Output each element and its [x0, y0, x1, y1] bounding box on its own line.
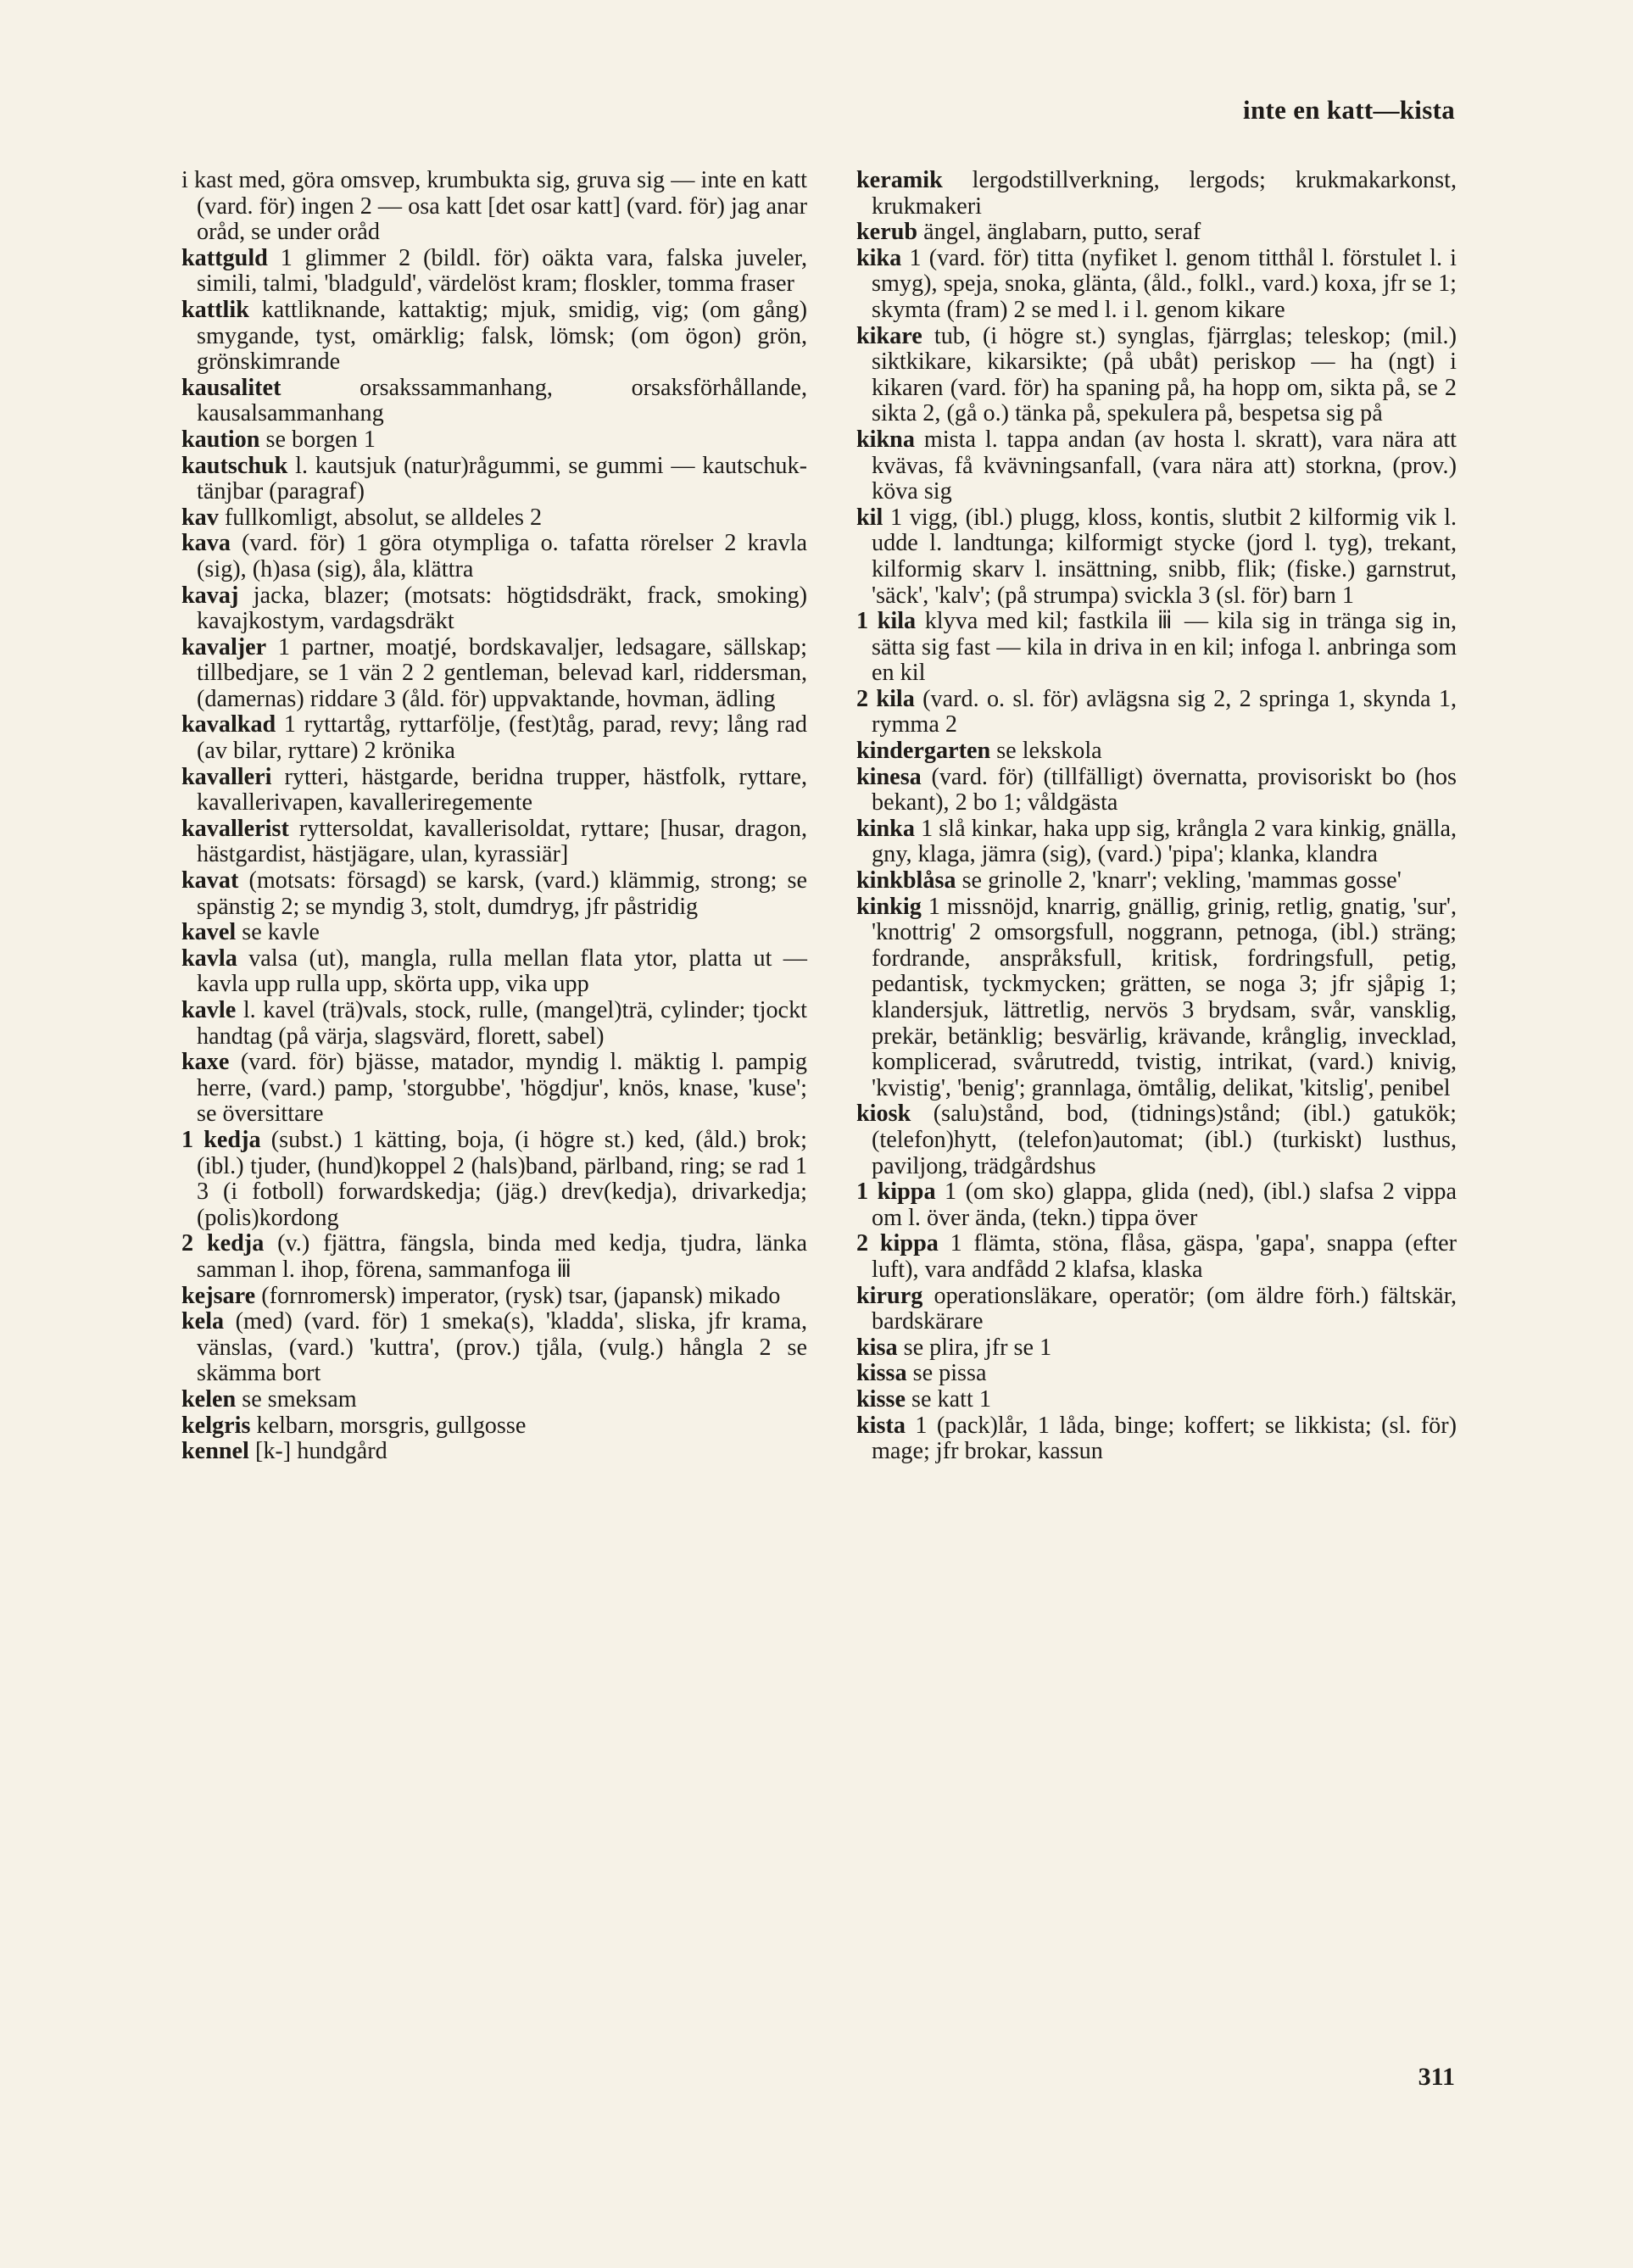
dictionary-entry: kav fullkomligt, absolut, se alldeles 2 [181, 504, 543, 531]
dictionary-entry: kattlik kattliknande, kattaktig; mjuk, smidig, vig; (om gång) smygande, tyst, omärklig; falsk, lömsk; (om ögon) grön, grönskimrande [181, 296, 807, 376]
dictionary-entry: kissa se pissa [856, 1360, 987, 1387]
dictionary-entry: kautschuk l. kautsjuk (natur)rågummi, se gummi — kautschuk- tänjbar (paragraf) [181, 452, 807, 505]
page-number: 311 [1418, 2063, 1455, 2091]
dictionary-entry: kela (med) (vard. för) 1 smeka(s), 'kladda', sliska, jfr krama, vänslas, (vard.) 'kuttra', (prov.) tjåla, (vulg.) hångla 2 se skämma bort [181, 1308, 807, 1387]
dictionary-entry: kavaljer 1 partner, moatjé, bordskavaljer, ledsagare, sällskap; tillbedjare, se 1 vän 2 2 gentleman, belevad karl, riddersman, (damernas) riddare 3 (åld. för) uppvaktande, hovman, ädling [181, 633, 807, 712]
running-head: inte en katt—kista [1243, 95, 1455, 125]
dictionary-entry: 1 kila klyva med kil; fastkila ⅲ — kila sig in tränga sig in, sätta sig fast — kila in driva in en kil; infoga l. anbringa som en kil [856, 608, 1457, 687]
dictionary-entry: kavalleri rytteri, hästgarde, beridna trupper, hästfolk, ryttare, kavallerivapen, kavalleriregemente [181, 763, 807, 816]
dictionary-entry: kikna mista l. tappa andan (av hosta l. skratt), vara nära att kvävas, få kvävningsanfall, (vara nära att) storkna, (prov.) köva sig [856, 426, 1457, 505]
dictionary-entry: kausalitet orsakssammanhang, orsaksförhållande, kausalsammanhang [181, 374, 807, 427]
dictionary-entry: i kast med, göra omsvep, krumbukta sig, gruva sig — inte en katt (vard. för) ingen 2 — osa katt [det osar katt] (vard. för) jag anar oråd, se under oråd [181, 167, 807, 246]
dictionary-entry: kirurg operationsläkare, operatör; (om äldre förh.) fältskär, bardskärare [856, 1282, 1457, 1335]
dictionary-entry: kinesa (vard. för) (tillfälligt) övernatta, provisoriskt bo (hos bekant), 2 bo 1; våldgästa [856, 763, 1457, 816]
dictionary-entry: kejsare (fornromersk) imperator, (rysk) tsar, (japansk) mikado [181, 1282, 781, 1309]
dictionary-entry: kennel [k-] hundgård [181, 1438, 387, 1465]
dictionary-entry: 2 kila (vard. o. sl. för) avlägsna sig 2, 2 springa 1, skynda 1, rymma 2 [856, 685, 1457, 738]
dictionary-entry: kattguld 1 glimmer 2 (bildl. för) oäkta vara, falska juveler, simili, talmi, 'bladguld', värdelöst kram; floskler, tomma fraser [181, 244, 807, 298]
dictionary-entry: kavallerist ryttersoldat, kavallerisoldat, ryttare; [husar, dragon, hästgardist, hästjägare, ulan, kyrassiär] [181, 815, 807, 868]
dictionary-entry: kinka 1 slå kinkar, haka upp sig, krångla 2 vara kinkig, gnälla, gny, klaga, jämra (sig), (vard.) 'pipa'; klanka, klandra [856, 815, 1457, 868]
dictionary-entry: kikare tub, (i högre st.) synglas, fjärrglas; teleskop; (mil.) siktkikare, kikarsikte; (på ubåt) periskop — ha (ngt) i kikaren (vard. för) ha spaning på, ha hopp om, sikta på, se 2 sikta 2, (gå o.) tänka på, spekulera på, bespetsa sig på [856, 322, 1457, 427]
dictionary-entry: kil 1 vigg, (ibl.) plugg, kloss, kontis, slutbit 2 kilformig vik l. udde l. landtunga; kilformigt stycke (jord l. tyg), trekant, kilformig skarv l. insättning, snibb, flik; (fiske.) garnstrut, 'säck', 'kalv'; (på strumpa) svickla 3 (sl. för) barn 1 [856, 504, 1457, 609]
dictionary-entry: kavaj jacka, blazer; (motsats: högtidsdräkt, frack, smoking) kavajkostym, vardagsdräkt [181, 582, 807, 635]
dictionary-entry: 1 kippa 1 (om sko) glappa, glida (ned), (ibl.) slafsa 2 vippa om l. över ända, (tekn.) tippa över [856, 1179, 1457, 1231]
dictionary-entry: kisa se plira, jfr se 1 [856, 1334, 1052, 1361]
dictionary-entry: kinkblåsa se grinolle 2, 'knarr'; vekling, 'mammas gosse' [856, 867, 1402, 894]
left-column [181, 168, 807, 1465]
dictionary-entry: kista 1 (pack)lår, 1 låda, binge; koffert; se likkista; (sl. för) mage; jfr brokar, kassun [856, 1412, 1457, 1465]
dictionary-entry: kavla valsa (ut), mangla, rulla mellan flata ytor, platta ut — kavla upp rulla upp, skörta upp, vika upp [181, 945, 807, 998]
dictionary-entry: kika 1 (vard. för) titta (nyfiket l. genom titthål l. förstulet l. i smyg), speja, snoka, glänta, (åld., folkl., vard.) koxa, jfr se 1; skymta (fram) 2 se med l. i l. genom kikare [856, 244, 1457, 323]
dictionary-entry: kavalkad 1 ryttartåg, ryttarfölje, (fest)tåg, parad, revy; lång rad (av bilar, ryttare) 2 krönika [181, 711, 807, 765]
dictionary-entry: 1 kedja (subst.) 1 kätting, boja, (i högre st.) ked, (åld.) brok; (ibl.) tjuder, (hund)koppel 2 (hals)band, pärlband, ring; se rad 1 3 (i fotboll) forwardskedja; (jäg.) drev(kedja), drivarkedja; (polis)kordong [181, 1126, 807, 1231]
dictionary-entry: kiosk (salu)stånd, bod, (tidnings)stånd; (ibl.) gatukök; (telefon)hytt, (telefon)automat; (ibl.) (turkiskt) lusthus, paviljong, trädgårdshus [856, 1101, 1457, 1179]
dictionary-entry: kelen se smeksam [181, 1385, 357, 1413]
dictionary-entry: 2 kedja (v.) fjättra, fängsla, binda med kedja, tjudra, länka samman l. ihop, förena, sammanfoga ⅲ [181, 1230, 807, 1283]
dictionary-entry: keramik lergodstillverkning, lergods; krukmakarkonst, krukmakeri [856, 167, 1457, 220]
dictionary-entry: kisse se katt 1 [856, 1385, 991, 1413]
dictionary-entry: kinkig 1 missnöjd, knarrig, gnällig, grinig, retlig, gnatig, 'sur', 'knottrig' 2 omsorgsfull, noggrann, petnoga, (ibl.) sträng; fordrande, anspråksfull, kritisk, fordringsfull, petig, pedantisk, tyckmycken; grätten, se noga 3; jfr sjåpig 1; klandersjuk, lättretlig, nervös 3 brydsam, svår, vansklig, prekär, betänklig; besvärlig, krävande, krånglig, invecklad, komplicerad, svårutredd, tvistig, intrikat, (vard.) knivig, 'kvistig', 'benig'; grannlaga, ömtålig, delikat, 'kitslig', penibel [856, 893, 1457, 1101]
dictionary-entry: kavel se kavle [181, 919, 320, 946]
dictionary-entry: kaution se borgen 1 [181, 426, 376, 453]
dictionary-entry: kaxe (vard. för) bjässe, matador, myndig l. mäktig l. pampig herre, (vard.) pamp, 'storgubbe', 'högdjur', knös, knase, 'kuse'; se översittare [181, 1049, 807, 1128]
dictionary-entry: kavle l. kavel (trä)vals, stock, rulle, (mangel)trä, cylinder; tjockt handtag (på värja, slagsvärd, florett, sabel) [181, 997, 807, 1050]
right-column [856, 168, 1457, 1465]
dictionary-entry: kindergarten se lekskola [856, 738, 1102, 765]
dictionary-entry: kava (vard. för) 1 göra otympliga o. tafatta rörelser 2 kravla (sig), (h)asa (sig), åla, klättra [181, 530, 807, 582]
dictionary-entry: kerub ängel, änglabarn, putto, seraf [856, 219, 1201, 246]
dictionary-entry: 2 kippa 1 flämta, stöna, flåsa, gäspa, 'gapa', snappa (efter luft), vara andfådd 2 klafsa, klaska [856, 1230, 1457, 1283]
dictionary-entry: kavat (motsats: försagd) se karsk, (vard.) klämmig, strong; se spänstig 2; se myndig 3, stolt, dumdryg, jfr påstridig [181, 867, 807, 920]
dictionary-entry: kelgris kelbarn, morsgris, gullgosse [181, 1412, 527, 1439]
